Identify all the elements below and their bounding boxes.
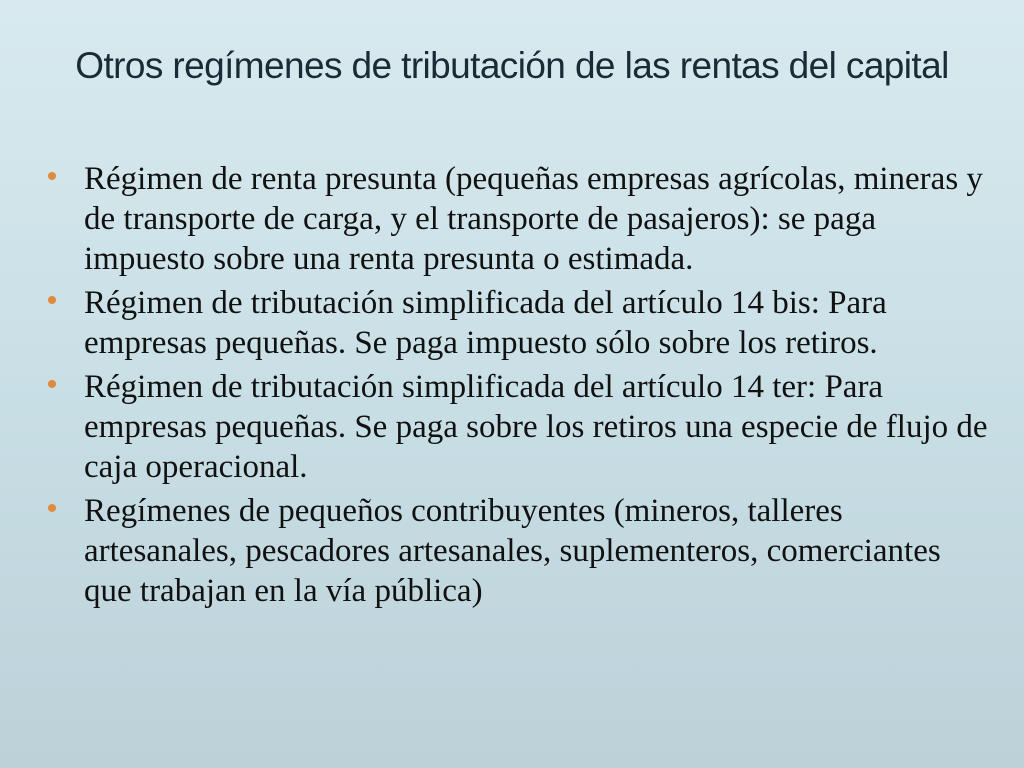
bullet-text: Régimen de tributación simplificada del artículo 14 bis: Para empresas pequeñas. Se paga impuesto sólo sobre los retiros. [84, 285, 887, 361]
bullet-text: Régimen de renta presunta (pequeñas empresas agrícolas, mineras y de transporte de carga, y el transporte de pasajeros): se paga impuesto sobre una renta presunta o estimada. [84, 161, 983, 277]
bullet-marker: • [46, 160, 58, 193]
bullet-marker: • [46, 492, 58, 525]
bullet-item [42, 159, 992, 279]
bullet-item [42, 283, 992, 363]
slide-title: Otros regímenes de tributación de las rentas del capital [75, 45, 949, 86]
bullet-marker: • [46, 368, 58, 401]
bullet-text: Régimen de tributación simplificada del artículo 14 ter: Para empresas pequeñas. Se paga sobre los retiros una especie de flujo de caja operacional. [84, 369, 988, 485]
bullet-item [42, 367, 992, 487]
bullet-item [42, 491, 992, 611]
bullet-marker: • [46, 284, 58, 317]
bullet-text: Regímenes de pequeños contribuyentes (mineros, talleres artesanales, pescadores artesanales, suplementeros, comerciantes que trabajan en la vía pública) [84, 493, 941, 609]
bullet-list [42, 159, 992, 615]
